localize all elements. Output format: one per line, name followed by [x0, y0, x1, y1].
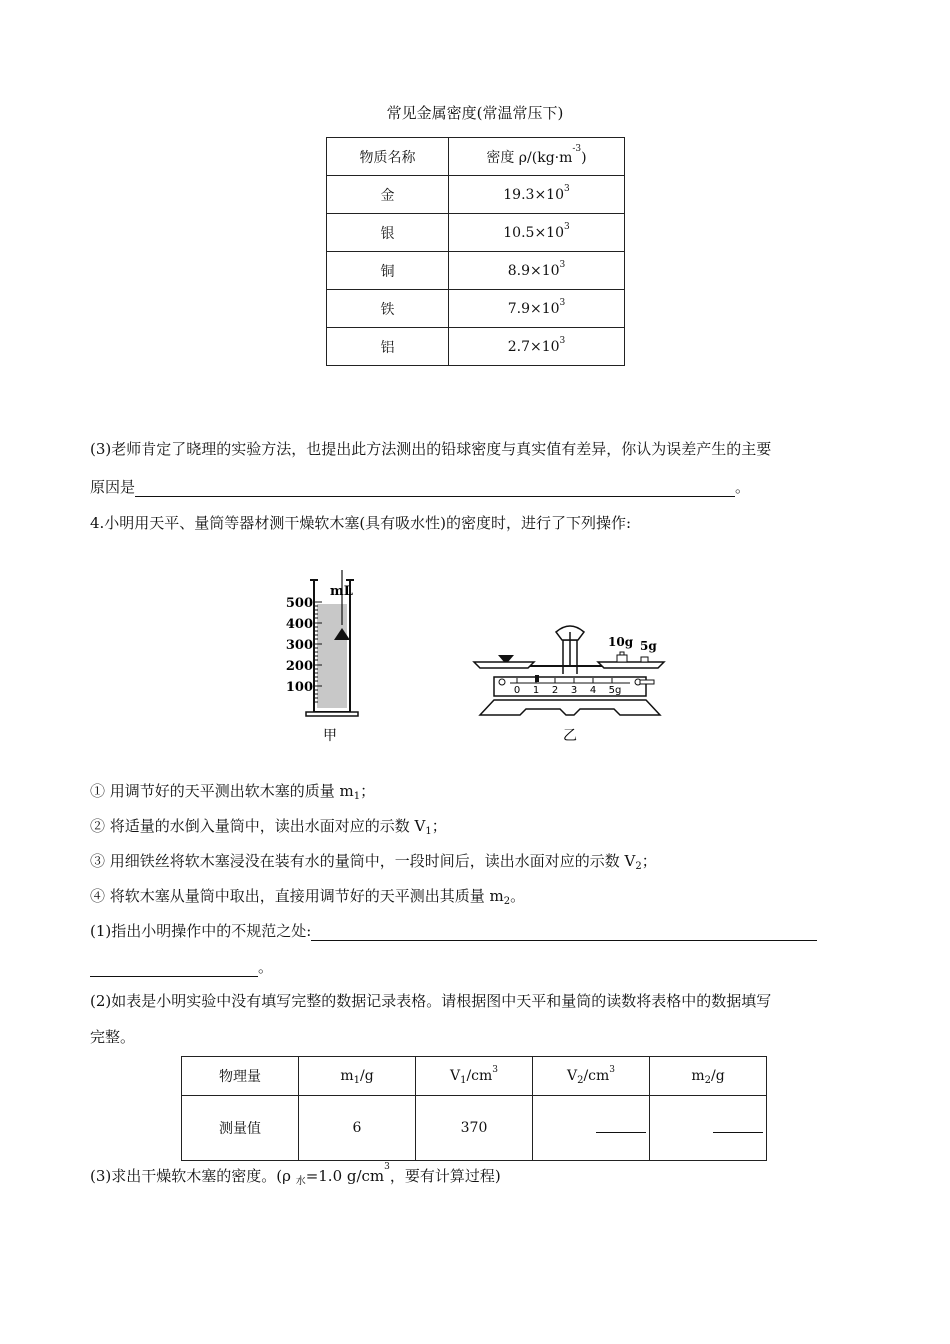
- record-header: $m_1/g$: [299, 1057, 416, 1096]
- substance-name: 铝: [327, 328, 449, 366]
- weight-label-5g: 5g: [640, 639, 657, 653]
- record-blank-cell[interactable]: [533, 1096, 650, 1161]
- tick-label: 300: [285, 638, 313, 653]
- record-header: $V_2/cm^3$: [533, 1057, 650, 1096]
- scale-label: 4: [589, 685, 597, 696]
- scale-label: 1: [532, 685, 540, 696]
- density-table-caption: 常见金属密度(常温常压下): [386, 104, 564, 122]
- density-table: [326, 137, 625, 366]
- record-table: [181, 1056, 767, 1161]
- scale-label: 2: [551, 685, 559, 696]
- step-1: ① 用调节好的天平测出软木塞的质量 $m_1$；: [90, 782, 376, 802]
- apparatus-illustration: [280, 570, 680, 750]
- density-value: $2.7\times 10^3$: [449, 328, 625, 366]
- answer-blank[interactable]: [90, 960, 258, 977]
- answer-blank[interactable]: [596, 1120, 646, 1133]
- substance-name: 银: [327, 214, 449, 252]
- scale-label: 5g: [608, 685, 622, 696]
- step-3: ③ 用细铁丝将软木塞浸没在装有水的量筒中，一段时间后，读出水面对应的示数 $V_2$；: [90, 852, 657, 872]
- record-header: $V_1/cm^3$: [416, 1057, 533, 1096]
- table-row: [327, 290, 625, 328]
- q3-line2-prefix: 原因是: [90, 478, 136, 496]
- table-row: [327, 138, 625, 176]
- table-row: [182, 1057, 767, 1096]
- right-pan: [598, 662, 664, 668]
- density-value: $19.3\times 10^3$: [449, 176, 625, 214]
- density-value: $8.9\times 10^3$: [449, 252, 625, 290]
- q4-part1: (1)指出小明操作中的不规范之处:: [90, 920, 817, 941]
- tick-label: 500: [285, 596, 313, 611]
- record-label: 测量值: [182, 1096, 299, 1161]
- density-value: $7.9\times 10^3$: [449, 290, 625, 328]
- record-value: 6: [299, 1096, 416, 1161]
- weight-10g-icon: [617, 655, 627, 662]
- density-value: $10.5\times 10^3$: [449, 214, 625, 252]
- cylinder-unit: mL: [330, 584, 353, 599]
- substance-name: 铁: [327, 290, 449, 328]
- answer-blank[interactable]: [713, 1120, 763, 1133]
- substance-name: 铜: [327, 252, 449, 290]
- table-row: [327, 176, 625, 214]
- table-row: [327, 328, 625, 366]
- q4-part2-line1: (2)如表是小明实验中没有填写完整的数据记录表格。请根据图中天平和量筒的读数将表格中的数据填写: [90, 992, 772, 1010]
- table-row: [182, 1096, 767, 1161]
- q4-part3: (3)求出干燥软木塞的密度。(ρ $_水$=1.0 $g/cm^3$，要有计算过程): [90, 1162, 501, 1187]
- weight-label-10g: 10g: [608, 635, 634, 649]
- weight-5g-icon: [641, 657, 648, 662]
- answer-blank[interactable]: [135, 480, 735, 497]
- record-header: $m_2/g$: [650, 1057, 767, 1096]
- q4-intro: 4.小明用天平、量筒等器材测干燥软木塞(具有吸水性)的密度时，进行了下列操作:: [90, 514, 632, 532]
- scale-label: 3: [570, 685, 578, 696]
- substance-name: 金: [327, 176, 449, 214]
- tick-label: 200: [285, 659, 313, 674]
- record-header: 物理量: [182, 1057, 299, 1096]
- rider-icon: [535, 675, 539, 682]
- tick-label: 400: [285, 617, 313, 632]
- q4-part1-cont: 。: [90, 956, 273, 977]
- q4-part2-line2: 完整。: [90, 1028, 136, 1046]
- step-2: ② 将适量的水倒入量筒中，读出水面对应的示数 $V_1$；: [90, 817, 447, 837]
- record-blank-cell[interactable]: [650, 1096, 767, 1161]
- tick-label: 100: [285, 680, 313, 695]
- record-value: 370: [416, 1096, 533, 1161]
- scale-label: 0: [513, 685, 521, 696]
- step-4: ④ 将软木塞从量筒中取出，直接用调节好的天平测出其质量 $m_2$。: [90, 887, 526, 907]
- experiment-figure: [280, 570, 680, 754]
- q3-line1: (3)老师肯定了晓理的实验方法，也提出此方法测出的铅球密度与真实值有差异，你认为误差产生的主要: [90, 440, 772, 458]
- figure-label-b: 乙: [563, 728, 577, 744]
- figure-label-a: 甲: [323, 728, 337, 744]
- graduated-cylinder: [286, 570, 358, 744]
- table-row: [327, 214, 625, 252]
- header-substance: 物质名称: [327, 138, 449, 176]
- answer-blank[interactable]: [311, 924, 817, 941]
- table-row: [327, 252, 625, 290]
- left-pan: [474, 662, 534, 668]
- balance: [474, 626, 664, 744]
- header-density: 密度 $\rho/(kg\cdot m^{-3})$: [449, 138, 625, 176]
- cork-on-pan-icon: [498, 655, 514, 662]
- q3-line2: 原因是 。: [90, 478, 751, 496]
